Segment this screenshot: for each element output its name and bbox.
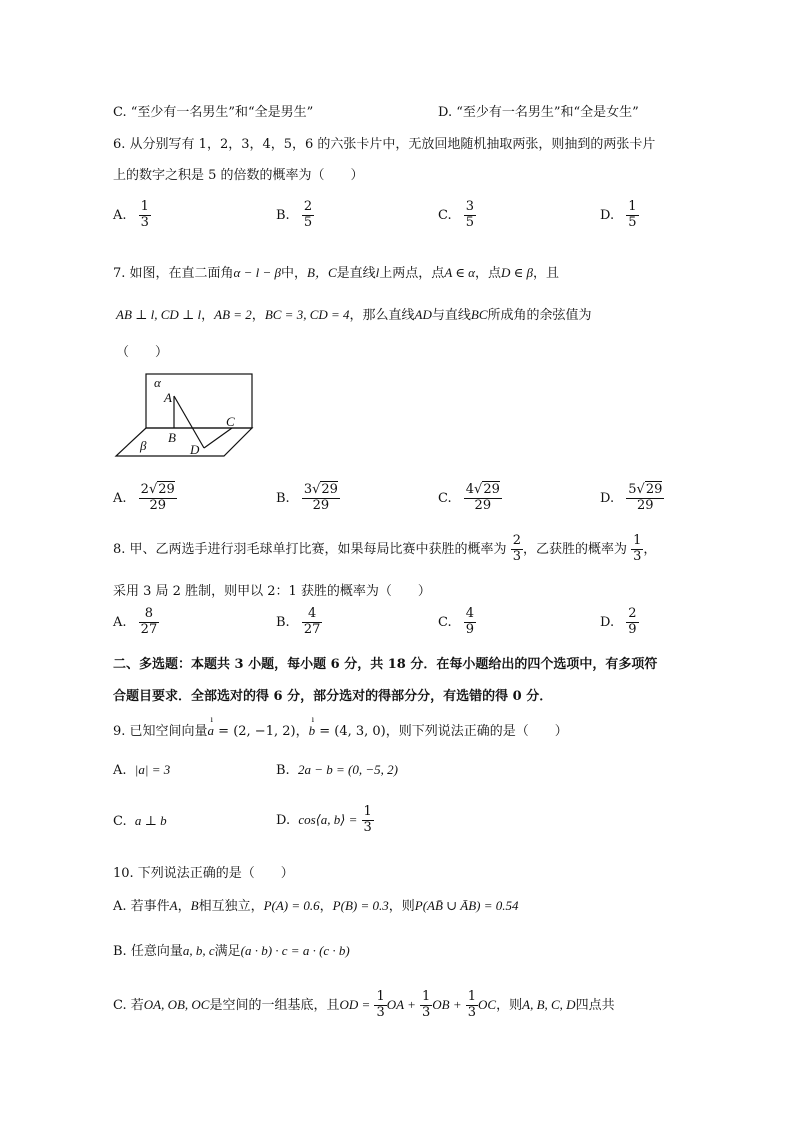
plane-alpha — [146, 374, 252, 428]
label-beta: β — [140, 438, 147, 453]
q7-stem-line2: AB ⊥ l, CD ⊥ l，AB = 2，BC = 3, CD = 4，那么直线AD与直线BC所成角的余弦值为 — [116, 307, 592, 323]
q10-option-b: B. 任意向量a, b, c满足(a · b) · c = a · (c · b) — [113, 943, 350, 959]
q9-option-d: D. cos⟨a, b⟩ = $\frac{1}{3}$ — [276, 804, 372, 835]
q7-stem-line3: （ ） — [116, 345, 169, 360]
q5-option-d: D. “至少有一名男生”和“全是女生” — [438, 105, 639, 120]
q6-stem-line1: 6. 从分别写有 1，2，3，4，5，6 的六张卡片中，无放回地随机抽取两张，则抽到的两张卡片 — [113, 137, 656, 152]
q9-option-a: A. |a| = 3 — [113, 762, 171, 778]
q7-option-c: C. $\frac{4√29}{29}$ — [438, 482, 500, 513]
section2-heading-line1: 二、多选题：本题共 3 小题，每小题 6 分，共 18 分．在每小题给出的四个选项中，有多项符 — [113, 657, 658, 672]
q10-stem: 10. 下列说法正确的是（ ） — [113, 866, 294, 881]
q9-option-c: C. a ⊥ b — [113, 813, 167, 829]
q10-option-a: A. 若事件A，B相互独立，P(A) = 0.6，P(B) = 0.3，则P(AB̄ ∪ ĀB) = 0.54 — [113, 898, 519, 914]
label-b: B — [168, 430, 176, 445]
q5-option-c: C. “至少有一名男生”和“全是男生” — [113, 105, 314, 120]
q9-option-b: B. 2a − b = (0, −5, 2) — [276, 762, 398, 778]
dihedral-angle-figure — [108, 370, 278, 462]
q8-option-c: C. $\frac{4}{9}$ — [438, 606, 475, 637]
segment-cd — [204, 428, 232, 448]
q6-option-a: A. $\frac{1}{3}$ — [113, 199, 149, 230]
q9-stem: 9. 已知空间向量ı a = (2, −1, 2)，ı b = (4, 3, 0)，则下列说法正确的是（ ） — [113, 720, 568, 739]
q6-option-b: B. $\frac{2}{5}$ — [276, 199, 313, 230]
plane-beta — [116, 428, 252, 456]
q7-option-d: D. $\frac{5√29}{29}$ — [600, 482, 663, 513]
q8-stem-line1: 8. 甲、乙两选手进行羽毛球单打比赛，如果每局比赛中获胜的概率为 $\frac{2}{3}$ ，乙获胜的概率为 $\frac{1}{3}$ ， — [113, 533, 657, 564]
label-c: C — [226, 414, 235, 429]
label-alpha: α — [154, 375, 161, 390]
q8-stem-line2: 采用 3 局 2 胜制，则甲以 2：1 获胜的概率为（ ） — [113, 584, 431, 599]
q6-option-d: D. $\frac{1}{5}$ — [600, 199, 637, 230]
q8-option-d: D. $\frac{2}{9}$ — [600, 606, 637, 637]
q8-option-a: A. $\frac{8}{27}$ — [113, 606, 158, 637]
q6-stem-line2: 上的数字之积是 5 的倍数的概率为（ ） — [113, 168, 364, 183]
q10-option-c: C. 若OA, OB, OC是空间的一组基底，且OD = $\frac{1}{3}$ OA + $\frac{1}{3}$ OB + $\frac{1}{3}$ OC，则A, B, C, D四点共 — [113, 989, 615, 1020]
segment-ad — [174, 396, 204, 448]
section2-heading-line2: 合题目要求．全部选对的得 6 分，部分选对的得部分分，有选错的得 0 分． — [113, 689, 553, 704]
q7-stem-line1: 7. 如图，在直二面角α − l − β中，B，C是直线l上两点，点A ∈ α，点D ∈ β，且 — [113, 265, 559, 281]
q7-option-a: A. $\frac{2√29}{29}$ — [113, 482, 175, 513]
q8-option-b: B. $\frac{4}{27}$ — [276, 606, 321, 637]
label-a: A — [164, 390, 172, 405]
q7-option-b: B. $\frac{3√29}{29}$ — [276, 482, 338, 513]
label-d: D — [190, 442, 200, 457]
q6-option-c: C. $\frac{3}{5}$ — [438, 199, 475, 230]
